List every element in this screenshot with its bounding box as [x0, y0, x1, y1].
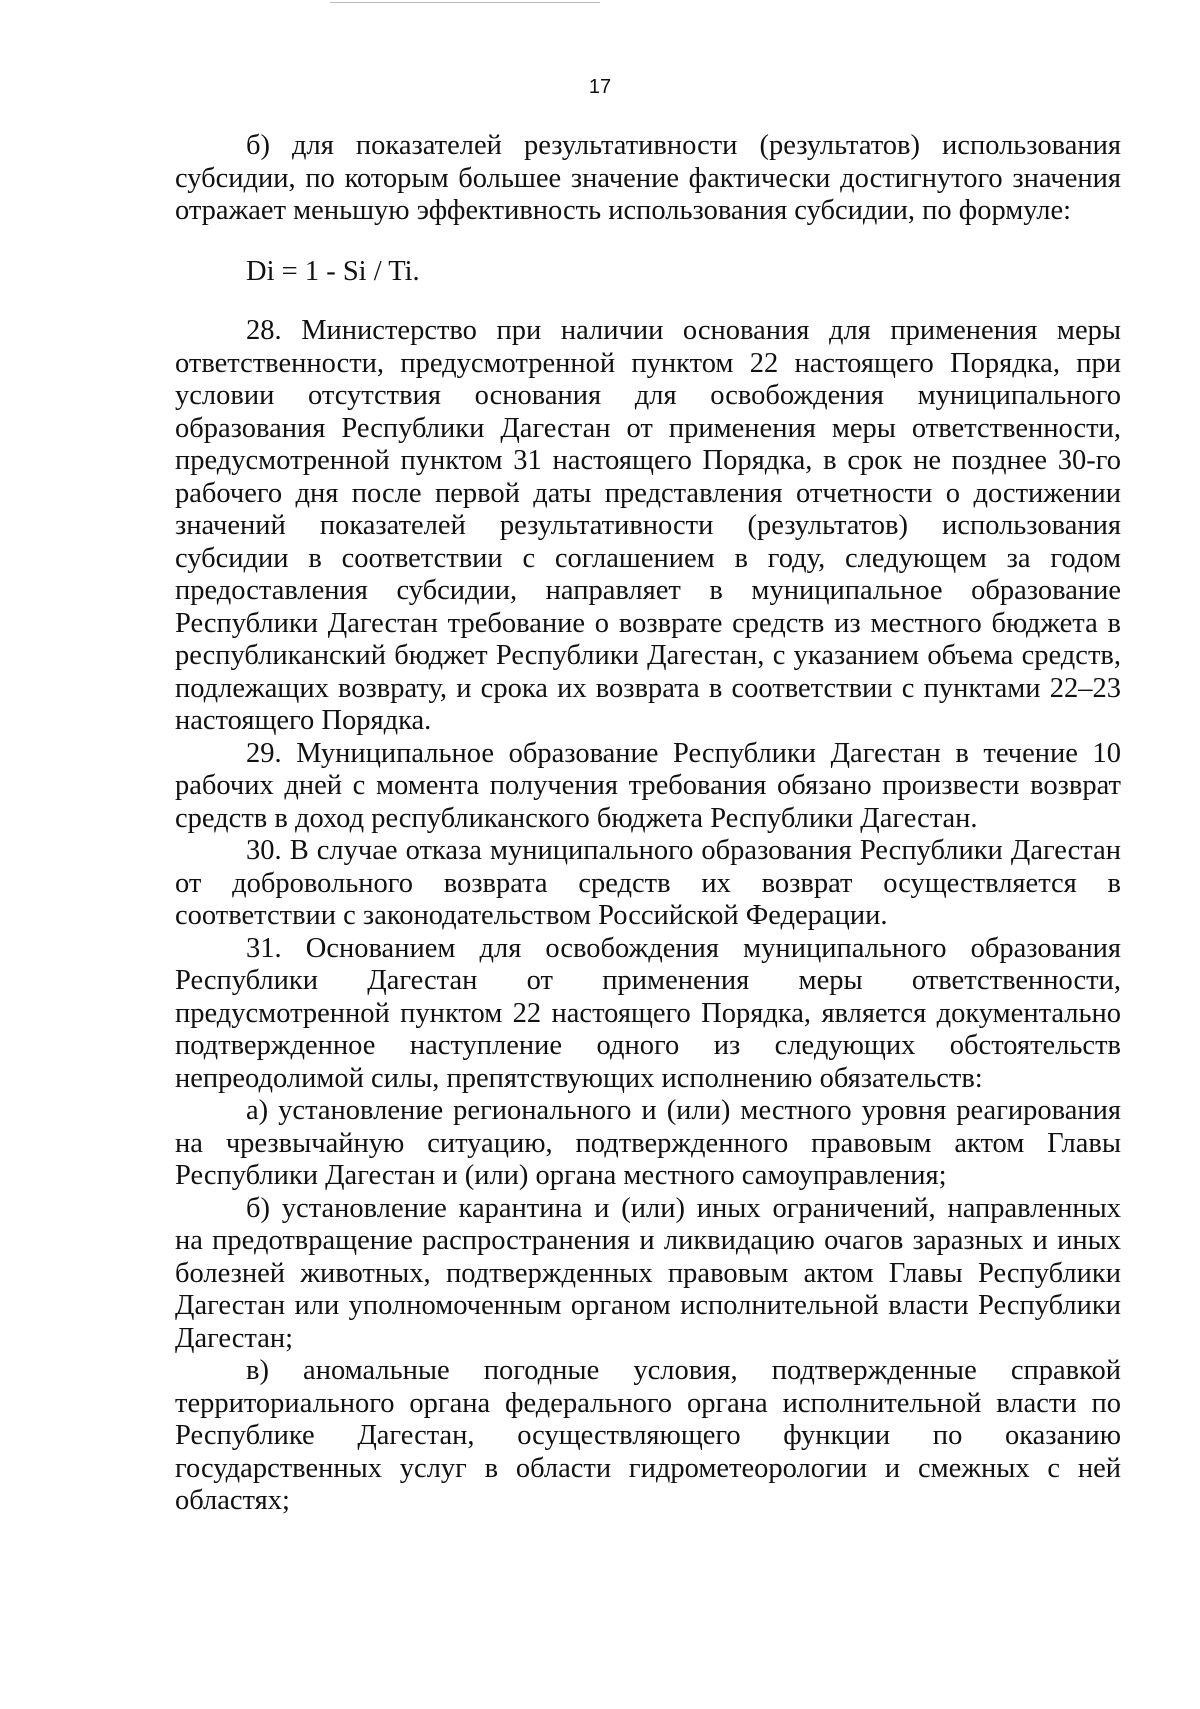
- scan-edge-line: [330, 2, 600, 3]
- paragraph-31: 31. Основанием для освобождения муниципального образования Республики Дагестан от применения меры ответственности, предусмотренной пунктом 22 настоящего Порядка, является документально подтвержденное наступление одного из следующих обстоятельств непреодолимой силы, препятствующих исполнению обязательств:: [175, 932, 1121, 1094]
- paragraph-31-b: б) установление карантина и (или) иных ограничений, направленных на предотвращение распространения и ликвидацию очагов заразных и иных болезней животных, подтвержденных правовым актом Главы Республики Дагестан или уполномоченным органом исполнительной власти Республики Дагестан;: [175, 1192, 1121, 1354]
- paragraph-31-a: а) установление регионального и (или) местного уровня реагирования на чрезвычайную ситуацию, подтвержденного правовым актом Главы Республики Дагестан и (или) органа местного самоуправления;: [175, 1095, 1121, 1191]
- paragraph-b-formula-intro: б) для показателей результативности (результатов) использования субсидии, по которым большее значение фактически достигнутого значения отражает меньшую эффективность использования субсидии, по формуле:: [175, 130, 1121, 226]
- page-number: 17: [588, 76, 612, 98]
- document-body: [175, 130, 1121, 1518]
- paragraph-31-v: в) аномальные погодные условия, подтвержденные справкой территориального органа федерального органа исполнительной власти по Республике Дагестан, осуществляющего функции по оказанию государственных услуг в области гидрометеорологии и смежных с ней областях;: [175, 1355, 1121, 1516]
- paragraph-30: 30. В случае отказа муниципального образования Республики Дагестан от добровольного возврата средств их возврат осуществляется в соответствии с законодательством Российской Федерации.: [175, 835, 1121, 931]
- paragraph-28: 28. Министерство при наличии основания для применения меры ответственности, предусмотренной пунктом 22 настоящего Порядка, при условии отсутствия основания для освобождения муниципального образования Республики Дагестан от применения меры ответственности, предусмотренной пунктом 31 настоящего Порядка, в срок не позднее 30-го рабочего дня после первой даты представления отчетности о достижении значений показателей результативности (результатов) использования субсидии в соответствии с соглашением в году, следующем за годом предоставления субсидии, направляет в муниципальное образование Республики Дагестан требование о возврате средств из местного бюджета в республиканский бюджет Республики Дагестан, с указанием объема средств, подлежащих возврату, и срока их возврата в соответствии с пунктами 22–23 настоящего Порядка.: [175, 315, 1121, 736]
- formula: Di = 1 - Si / Ti.: [246, 255, 420, 287]
- paragraph-29: 29. Муниципальное образование Республики Дагестан в течение 10 рабочих дней с момента получения требования обязано произвести возврат средств в доход республиканского бюджета Республики Дагестан.: [175, 737, 1121, 834]
